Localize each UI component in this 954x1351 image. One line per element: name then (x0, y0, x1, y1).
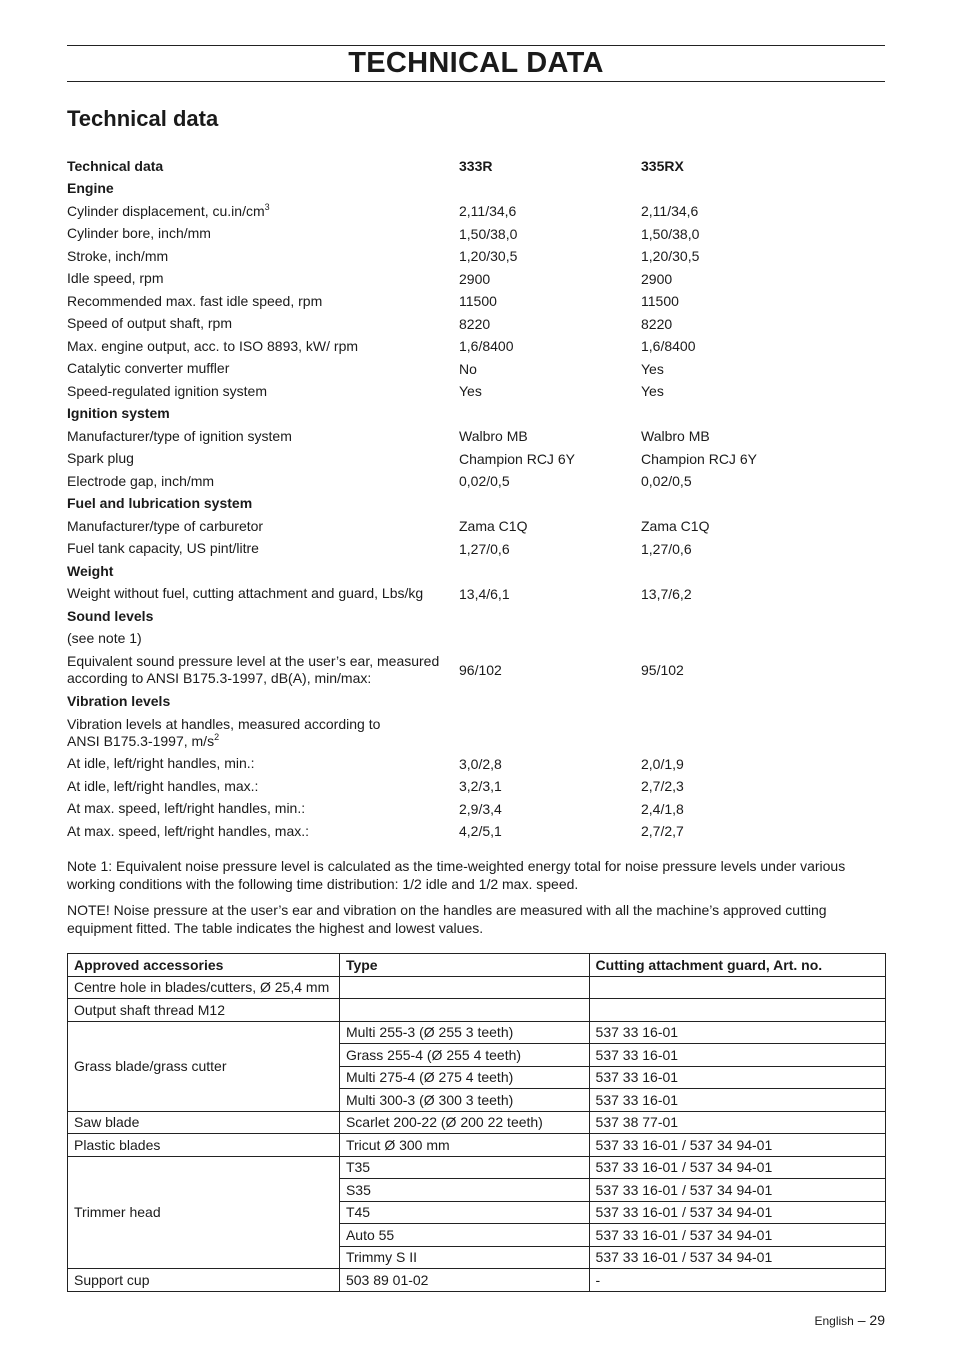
spec-row (67, 470, 885, 493)
accessory-row (68, 999, 886, 1022)
spec-row (67, 425, 885, 448)
spec-label (67, 518, 459, 535)
spec-value-333r: 2,9/3,4 (459, 800, 502, 817)
spec-value-333r: 3,2/3,1 (459, 778, 502, 795)
spec-label (67, 693, 459, 710)
accessory-guard-art-no: 537 33 16-01 / 537 34 94-01 (589, 1224, 885, 1247)
spec-label-text: (see note 1) (67, 630, 142, 647)
spec-value-333r: No (459, 360, 477, 377)
spec-value-333r: 13,4/6,1 (459, 585, 510, 602)
spec-label (67, 716, 459, 750)
footer-language: English (814, 1314, 854, 1328)
spec-label-superscript: 2 (214, 731, 220, 742)
accessory-name: Plastic blades (68, 1134, 340, 1157)
spec-value-335rx: 11500 (641, 293, 679, 310)
accessory-guard-art-no: - (589, 1269, 885, 1292)
spec-label (67, 338, 459, 355)
spec-value-335rx: 0,02/0,5 (641, 473, 692, 490)
spec-label (67, 800, 459, 817)
spec-label-text: Fuel tank capacity, US pint/litre (67, 540, 259, 557)
spec-label-text: Equivalent sound pressure level at the user’s ear, measured (67, 653, 440, 669)
note-1 (67, 858, 885, 893)
spec-label-text: Max. engine output, acc. to ISO 8893, kW/ rpm (67, 337, 359, 354)
spec-value-335rx: Yes (641, 360, 664, 377)
spec-value-333r: Yes (459, 383, 482, 400)
spec-row (67, 583, 885, 606)
spec-row (67, 380, 885, 403)
spec-row (67, 223, 885, 246)
accessories-header-accessory: Approved accessories (68, 954, 340, 977)
note-2 (67, 902, 885, 937)
spec-label-text: At max. speed, left/right handles, max.: (67, 822, 310, 839)
accessory-guard-art-no: 537 33 16-01 (589, 1044, 885, 1067)
accessory-type: Multi 255-3 (Ø 255 3 teeth) (339, 1021, 589, 1044)
spec-value-335rx: Yes (641, 383, 664, 400)
spec-label (67, 428, 459, 445)
spec-value-335rx: 1,20/30,5 (641, 248, 700, 265)
section-title: Technical data (67, 106, 219, 131)
spec-header-335rx: 335RX (641, 158, 684, 175)
note-1-line-1: Note 1: Equivalent noise pressure level is calculated as the time-weighted energy total for noise pressure levels under various (67, 858, 846, 874)
spec-label-text: Weight without fuel, cutting attachment and guard, Lbs/kg (67, 585, 424, 602)
note-2-line-2: equipment fitted. The table indicates the highest and lowest values. (67, 919, 484, 936)
spec-label-text: Electrode gap, inch/mm (67, 472, 215, 489)
spec-label-text-line-2: according to ANSI B175.3-1997, dB(A), min/max: (67, 670, 372, 686)
spec-label-text: Manufacturer/type of ignition system (67, 427, 292, 444)
spec-value-333r: 1,6/8400 (459, 338, 514, 355)
note-2-line-1: NOTE! Noise pressure at the user’s ear and vibration on the handles are measured with all the machine’s approved cutting (67, 902, 827, 918)
spec-row (67, 753, 885, 776)
accessory-row (68, 1156, 886, 1179)
spec-value-333r: 1,27/0,6 (459, 540, 510, 557)
spec-value-335rx: 2,11/34,6 (641, 203, 699, 220)
spec-label (67, 630, 459, 647)
spec-label (67, 383, 459, 400)
spec-value-335rx: 1,27/0,6 (641, 540, 692, 557)
spec-label-text: Speed of output shaft, rpm (67, 315, 232, 332)
accessory-guard-art-no: 537 38 77-01 (589, 1111, 885, 1134)
accessory-type: Grass 255-4 (Ø 255 4 teeth) (339, 1044, 589, 1067)
spec-label (67, 180, 459, 197)
accessory-type: Auto 55 (339, 1224, 589, 1247)
spec-section-heading (67, 493, 885, 516)
accessories-header-type: Type (339, 954, 589, 977)
accessory-name: Saw blade (68, 1111, 340, 1134)
spec-label-text: Ignition system (67, 405, 170, 422)
accessory-type: Scarlet 200-22 (Ø 200 22 teeth) (339, 1111, 589, 1134)
spec-row (67, 313, 885, 336)
spec-label (67, 653, 459, 687)
spec-row (67, 538, 885, 561)
spec-section-heading (67, 560, 885, 583)
spec-value-335rx: Champion RCJ 6Y (641, 450, 757, 467)
spec-value-333r: 2,11/34,6 (459, 203, 517, 220)
spec-value-333r: 3,0/2,8 (459, 755, 502, 772)
spec-label-text: Fuel and lubrication system (67, 495, 253, 512)
accessory-guard-art-no: 537 33 16-01 / 537 34 94-01 (589, 1246, 885, 1269)
spec-label-text: At max. speed, left/right handles, min.: (67, 800, 306, 817)
spec-value-335rx: 1,6/8400 (641, 338, 696, 355)
spec-header-333r: 333R (459, 158, 493, 175)
spec-row (67, 448, 885, 471)
spec-row (67, 200, 885, 223)
spec-label-text: Stroke, inch/mm (67, 247, 169, 264)
spec-label-text: Idle speed, rpm (67, 270, 164, 287)
spec-value-333r: 0,02/0,5 (459, 473, 510, 490)
accessory-guard-art-no: 537 33 16-01 / 537 34 94-01 (589, 1201, 885, 1224)
accessory-guard-art-no: 537 33 16-01 (589, 1066, 885, 1089)
spec-label-text: Engine (67, 180, 114, 197)
spec-label-text: Recommended max. fast idle speed, rpm (67, 292, 323, 309)
spec-label-text: Sound levels (67, 607, 154, 624)
spec-label-text: Vibration levels (67, 692, 171, 709)
spec-row (67, 820, 885, 843)
spec-label (67, 293, 459, 310)
spec-label (67, 270, 459, 287)
spec-value-333r: Champion RCJ 6Y (459, 450, 575, 467)
accessory-type (339, 999, 589, 1022)
accessory-type (339, 976, 589, 999)
spec-value-333r: 4,2/5,1 (459, 823, 502, 840)
spec-row (67, 650, 885, 690)
accessory-row (68, 1269, 886, 1292)
accessory-row (68, 1021, 886, 1044)
spec-label-text: Manufacturer/type of carburetor (67, 517, 264, 534)
spec-value-335rx: Walbro MB (641, 428, 710, 445)
spec-label (67, 540, 459, 557)
accessory-type: S35 (339, 1179, 589, 1202)
spec-section-heading (67, 178, 885, 201)
spec-label (67, 405, 459, 422)
spec-value-333r: 1,20/30,5 (459, 248, 518, 265)
spec-section-heading (67, 605, 885, 628)
spec-label-text: Weight (67, 562, 114, 579)
spec-row (67, 515, 885, 538)
accessory-type: T35 (339, 1156, 589, 1179)
spec-value-335rx: 1,50/38,0 (641, 225, 700, 242)
accessories-header-guard: Cutting attachment guard, Art. no. (589, 954, 885, 977)
spec-value-335rx: 2,0/1,9 (641, 755, 684, 772)
spec-label (67, 495, 459, 512)
spec-label (67, 360, 459, 377)
spec-row (67, 628, 885, 651)
spec-label (67, 823, 459, 840)
accessory-row (68, 1134, 886, 1157)
spec-label (67, 585, 459, 602)
accessory-name: Centre hole in blades/cutters, Ø 25,4 mm (68, 976, 340, 999)
spec-value-335rx: 2,7/2,7 (641, 823, 684, 840)
accessory-guard-art-no (589, 976, 885, 999)
spec-value-335rx: 13,7/6,2 (641, 585, 692, 602)
spec-value-335rx: 2,7/2,3 (641, 778, 684, 795)
accessory-name: Output shaft thread M12 (68, 999, 340, 1022)
spec-label (67, 203, 459, 220)
spec-label-text: Spark plug (67, 450, 134, 467)
technical-data-table (67, 155, 885, 843)
accessory-type: 503 89 01-02 (339, 1269, 589, 1292)
spec-label-text: Speed-regulated ignition system (67, 382, 268, 399)
accessory-name: Grass blade/grass cutter (68, 1021, 340, 1111)
accessory-guard-art-no: 537 33 16-01 / 537 34 94-01 (589, 1156, 885, 1179)
spec-row (67, 713, 885, 753)
accessory-row (68, 976, 886, 999)
spec-label-text: Cylinder displacement, cu.in/cm (67, 202, 265, 219)
spec-value-333r: Zama C1Q (459, 518, 528, 535)
spec-row (67, 290, 885, 313)
accessory-guard-art-no: 537 33 16-01 (589, 1089, 885, 1112)
page-number: 29 (869, 1312, 885, 1328)
page-footer (814, 1312, 885, 1328)
accessory-name: Support cup (68, 1269, 340, 1292)
spec-label (67, 225, 459, 242)
spec-label-text: Catalytic converter muffler (67, 360, 230, 377)
spec-value-335rx: Zama C1Q (641, 518, 710, 535)
title-bottom-rule (67, 81, 885, 82)
spec-label (67, 450, 459, 467)
spec-row (67, 335, 885, 358)
spec-header-label: Technical data (67, 157, 164, 174)
accessory-type: Multi 275-4 (Ø 275 4 teeth) (339, 1066, 589, 1089)
spec-label (67, 778, 459, 795)
spec-row (67, 775, 885, 798)
spec-row (67, 798, 885, 821)
spec-value-333r: 2900 (459, 270, 491, 287)
spec-label-text: Cylinder bore, inch/mm (67, 225, 211, 242)
spec-label-text: At idle, left/right handles, max.: (67, 777, 259, 794)
accessory-guard-art-no: 537 33 16-01 / 537 34 94-01 (589, 1134, 885, 1157)
page-title: TECHNICAL DATA (348, 47, 604, 79)
spec-section-heading (67, 690, 885, 713)
spec-value-333r: Walbro MB (459, 428, 528, 445)
accessory-guard-art-no (589, 999, 885, 1022)
spec-row (67, 245, 885, 268)
spec-label-text: At idle, left/right handles, min.: (67, 755, 255, 772)
accessories-header-row (68, 954, 886, 977)
spec-label-text-line-2: ANSI B175.3-1997, m/s (67, 732, 215, 749)
accessory-type: Multi 300-3 (Ø 300 3 teeth) (339, 1089, 589, 1112)
accessory-type: Tricut Ø 300 mm (339, 1134, 589, 1157)
accessory-guard-art-no: 537 33 16-01 / 537 34 94-01 (589, 1179, 885, 1202)
spec-label-superscript: 3 (264, 201, 270, 212)
footer-separator: – (857, 1312, 866, 1328)
spec-label (67, 315, 459, 332)
spec-value-333r: 8220 (459, 315, 491, 332)
accessory-name: Trimmer head (68, 1156, 340, 1269)
spec-label-text: Vibration levels at handles, measured according to (67, 715, 381, 732)
spec-section-heading (67, 403, 885, 426)
note-1-line-2: working conditions with the following time distribution: 1/2 idle and 1/2 max. speed. (67, 875, 579, 892)
spec-value-333r: 1,50/38,0 (459, 225, 518, 242)
accessory-type: Trimmy S II (339, 1246, 589, 1269)
spec-label (67, 473, 459, 490)
spec-label (67, 248, 459, 265)
accessory-guard-art-no: 537 33 16-01 (589, 1021, 885, 1044)
spec-header-row (67, 155, 885, 178)
spec-label (67, 608, 459, 625)
accessory-row (68, 1111, 886, 1134)
spec-label (67, 563, 459, 580)
accessory-type: T45 (339, 1201, 589, 1224)
spec-row (67, 268, 885, 291)
accessories-table (67, 953, 886, 1292)
spec-value-335rx: 2,4/1,8 (641, 800, 684, 817)
spec-row (67, 358, 885, 381)
spec-value-335rx: 8220 (641, 315, 673, 332)
spec-value-333r: 11500 (459, 293, 497, 310)
spec-value-335rx: 95/102 (641, 662, 684, 678)
spec-label (67, 755, 459, 772)
spec-value-333r: 96/102 (459, 662, 502, 678)
spec-value-335rx: 2900 (641, 270, 673, 287)
